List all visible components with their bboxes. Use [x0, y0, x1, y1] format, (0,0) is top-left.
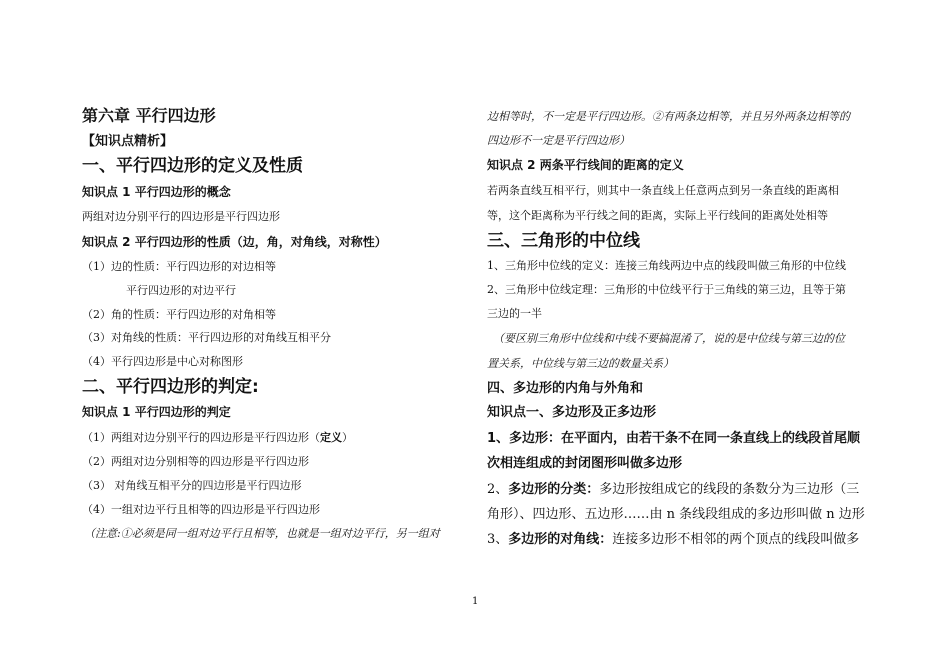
- section-2-title: 二、平行四边形的判定:: [82, 377, 259, 397]
- criterion-1-bold: 定义: [320, 431, 342, 444]
- note-continued-2: 四边形不一定是平行四边形）: [487, 134, 630, 147]
- criterion-1-close: ）: [342, 431, 353, 444]
- classification-number: 2、: [487, 482, 509, 497]
- polygon-classification: [487, 482, 859, 498]
- criterion-2: （2）两组对边分别相等的四边形是平行四边形: [82, 455, 309, 468]
- criterion-3: （3） 对角线互相平分的四边形是平行四边形: [82, 479, 302, 492]
- diagonal-number: 3、: [487, 532, 509, 547]
- property-3: （3）对角线的性质：平行四边形的对角线互相平分: [82, 331, 331, 344]
- midline-note-2: 置关系，中位线与第三边的数量关系）: [487, 357, 674, 370]
- note-continued-1: 边相等时，不一定是平行四边形。②有两条边相等，并且另外两条边相等的: [487, 110, 850, 123]
- criterion-1: [82, 431, 353, 444]
- diagonal-text: 连接多边形不相邻的两个顶点的线段叫做多: [612, 532, 860, 547]
- kp-distance-title: 知识点 2 两条平行线间的距离的定义: [487, 158, 684, 172]
- polygon-classification-cont: 角形）、四边形、五边形……由 n 条线段组成的多边形叫做 n 边形: [487, 507, 865, 522]
- chapter-title: 第六章 平行四边形: [82, 106, 216, 125]
- section-3-title: 三、三角形的中位线: [487, 231, 640, 251]
- property-1b: 平行四边形的对边平行: [126, 284, 236, 297]
- kp2-title: 知识点 2 平行四边形的性质（边，角，对角线，对称性）: [82, 235, 387, 249]
- section-4-title: 四、多边形的内角与外角和: [487, 381, 644, 396]
- polygon-def-2: 次相连组成的封闭图形叫做多边形: [487, 456, 683, 471]
- kp3-title: 知识点 1 平行四边形的判定: [82, 405, 231, 419]
- midline-theorem: 2、三角形中位线定理：三角形的中位线平行于三角线的第三边，且等于第: [487, 283, 846, 296]
- distance-text-1: 若两条直线互相平行，则其中一条直线上任意两点到另一条直线的距离相: [487, 184, 839, 197]
- property-2: （2）角的性质：平行四边形的对角相等: [82, 308, 276, 321]
- criterion-4: （4）一组对边平行且相等的四边形是平行四边形: [82, 503, 320, 516]
- classification-text: 多边形按组成它的线段的条数分为三边形（三: [599, 482, 860, 497]
- kp1-title: 知识点 1 平行四边形的概念: [82, 185, 231, 199]
- kp1-text: 两组对边分别平行的四边形是平行四边形: [82, 210, 280, 223]
- classification-label: 多边形的分类：: [508, 482, 600, 497]
- midline-theorem-cont: 三边的一半: [487, 307, 542, 320]
- criterion-1-text: （1）两组对边分别平行的四边形是平行四边形（: [82, 431, 320, 444]
- polygon-def-1: 1、多边形：在平面内，由若干条不在同一条直线上的线段首尾顺: [487, 431, 861, 446]
- page-number: 1: [472, 596, 479, 607]
- property-1: （1）边的性质：平行四边形的对边相等: [82, 260, 276, 273]
- note-text: （注意:①必须是同一组对边平行且相等，也就是一组对边平行，另一组对: [84, 527, 440, 540]
- section-1-title: 一、平行四边形的定义及性质: [82, 156, 303, 176]
- distance-text-2: 等，这个距离称为平行线之间的距离，实际上平行线间的距离处处相等: [487, 209, 828, 222]
- diagonal-label: 多边形的对角线：: [508, 532, 613, 547]
- midline-note-1: （要区别三角形中位线和中线不要搞混淆了，说的是中位线与第三边的位: [493, 332, 845, 345]
- property-4: （4）平行四边形是中心对称图形: [82, 355, 243, 368]
- midline-def: 1、三角形中位线的定义：连接三角线两边中点的线段叫做三角形的中位线: [487, 259, 846, 272]
- knowledge-heading: 【知识点精析】: [82, 134, 174, 149]
- kp-polygon-title: 知识点一、多边形及正多边形: [487, 405, 657, 420]
- polygon-diagonal: [487, 532, 859, 548]
